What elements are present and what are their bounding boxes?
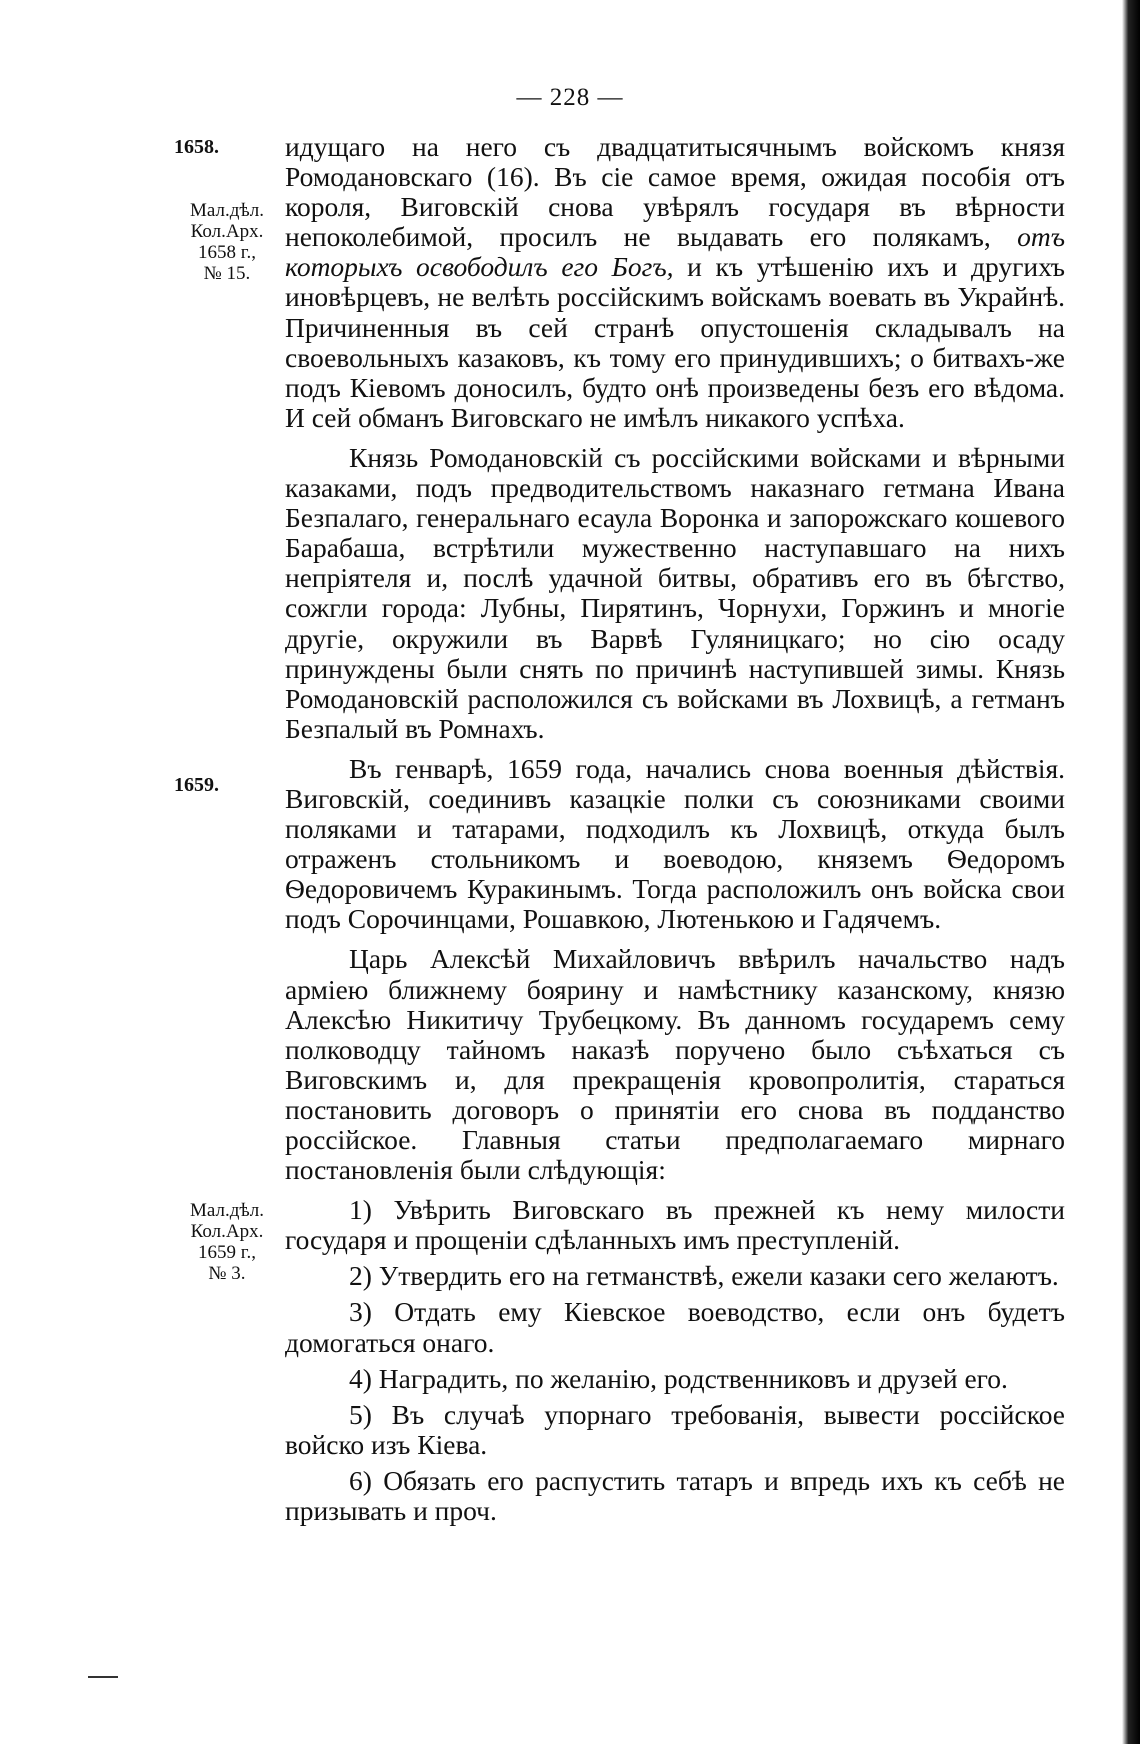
margin-reference-1659 xyxy=(168,1200,286,1284)
margin-ref-line: 1658 г., xyxy=(198,242,256,263)
margin-ref-line: № 3. xyxy=(208,1263,246,1284)
paragraph-2: Князь Ромодановскій съ россійскими войсками и вѣрными казаками, подъ предводительствомъ наказнаго гетмана Ивана Безпалаго, генеральнаго есаула Воронка и запорожскаго кошевого Барабаша, встрѣтили мужественно наступавшаго на нихъ непріятеля и, послѣ удачной битвы, обративъ его въ бѣгство, сожгли города: Лубны, Пирятинъ, Чорнухи, Горжинъ и многіе другіе, окружили въ Варвѣ Гуляницкаго; но сію осаду принуждены были снять по причинѣ наступившей зимы. Князь Ромодановскій расположился съ войсками въ Лохвицѣ, а гетманъ Безпалый въ Ромнахъ. xyxy=(285,441,1065,744)
paragraph-1 xyxy=(285,132,1065,433)
list-item-1: 1) Увѣрить Виговскаго въ прежней къ нему милости государя и прощеніи сдѣланныхъ имъ преступленій. xyxy=(285,1194,1065,1256)
list-item-2: 2) Утвердить его на гетманствѣ, ежели казаки сего желаютъ. xyxy=(349,1260,1059,1292)
margin-ref-line: Мал.дѣл. xyxy=(190,200,264,221)
list-item-3: 3) Отдать ему Кіевское воеводство, если онъ будетъ домогаться онаго. xyxy=(285,1296,1065,1358)
page-number: — 228 — xyxy=(516,84,624,111)
margin-ref-line: Кол.Арх. xyxy=(190,1221,264,1242)
paragraph-3: Въ генварѣ, 1659 года, начались снова военныя дѣйствія. Виговскій, соединивъ казацкіе полки съ союзниками своими поляками и татарами, подходилъ къ Лохвицѣ, откуда былъ отраженъ стольникомъ и воеводою, княземъ Ѳедоромъ Ѳедоровичемъ Куракинымъ. Тогда расположилъ онъ войска свои подъ Сорочинцами, Рошавкою, Лютенькою и Гадячемъ. xyxy=(285,752,1065,935)
list-item-6: 6) Обязать его распустить татаръ и впредь ихъ къ себѣ не призывать и проч. xyxy=(285,1464,1065,1527)
paragraph-1-text-b: и къ утѣшенію ихъ и другихъ иновѣрцевъ, не велѣть россійскимъ войскамъ воевать въ Украйнѣ. Причиненныя въ сей странѣ опустошенія складывалъ на своевольныхъ казаковъ, къ тому его принудившихъ; о битвахъ-же подъ Кіевомъ доносилъ, будто онѣ произведены безъ его вѣдома. И сей обманъ Виговскаго не имѣлъ никакого успѣха. xyxy=(285,251,1066,433)
list-item-4: 4) Наградить, по желанію, родственниковъ и друзей его. xyxy=(349,1362,1008,1394)
list-item-5: 5) Въ случаѣ упорнаго требованія, вывести россійское войско изъ Кіева. xyxy=(285,1398,1065,1460)
footer-rule xyxy=(88,1676,118,1678)
paragraph-1-italic-quote: отъ которыхъ освободилъ его Богъ, xyxy=(285,221,1065,283)
margin-ref-line: Мал.дѣл. xyxy=(190,1200,264,1221)
margin-ref-line: № 15. xyxy=(203,263,251,284)
margin-reference-1658 xyxy=(168,200,286,284)
main-text-column xyxy=(285,132,1065,1526)
margin-ref-line: Кол.Арх. xyxy=(190,221,264,242)
paragraph-4: Царь Алексѣй Михайловичъ ввѣрилъ начальство надъ арміею ближнему боярину и намѣстнику казанскому, князю Алексѣю Никитичу Трубецкому. Въ данномъ государемъ сему полководцу тайномъ наказѣ поручено было съѣхаться съ Виговскимъ и, для прекращенія кровопролитія, стараться постановить договоръ о принятіи его снова въ подданство россійское. Главныя статьи предполагаемаго мирнаго постановленія были слѣдующія: xyxy=(285,943,1065,1186)
paragraph-1-text-a: идущаго на него съ двадцатитысячнымъ войскомъ князя Ромодановскаго (16). Въ сіе самое время, ожидая пособія отъ короля, Виговскій снова увѣрялъ государя въ вѣрности непоколебимой, просилъ не выдавать его полякамъ, xyxy=(285,131,1065,253)
margin-year-1659: 1659. xyxy=(174,774,219,796)
margin-year-1658: 1658. xyxy=(174,136,219,158)
page-edge-shadow xyxy=(1122,0,1140,1744)
margin-ref-line: 1659 г., xyxy=(198,1242,256,1263)
